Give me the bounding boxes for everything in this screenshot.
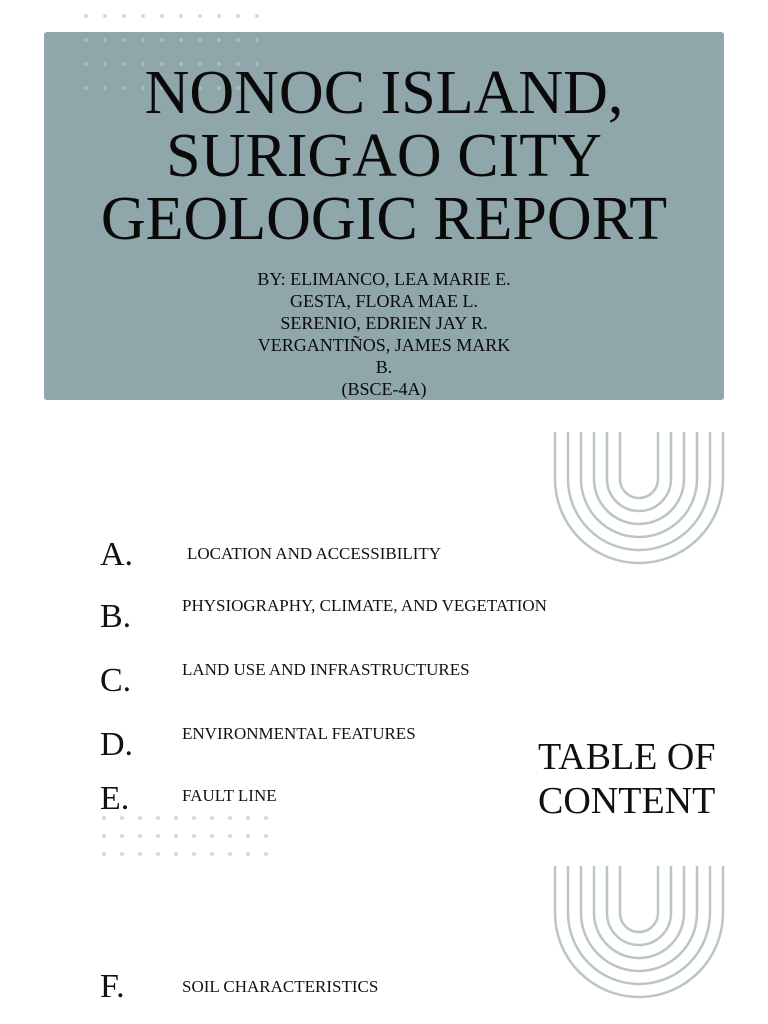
toc-label: SOIL CHARACTERISTICS [182,977,379,996]
title-line-1: NONOC ISLAND, [144,59,624,127]
author-line: SERENIO, EDRIEN JAY R. [280,313,488,333]
report-title [44,59,724,253]
author-line: (BSCE-4A) [341,379,427,399]
toc-letter: A. [100,536,134,573]
toc-letter: D. [100,726,134,763]
author-line: VERGANTIÑOS, JAMES MARK [257,335,511,355]
toc-heading [538,735,738,823]
toc-letter: F. [100,968,125,1005]
toc-label: LAND USE AND INFRASTRUCTURES [182,660,470,679]
toc-label: ENVIRONMENTAL FEATURES [182,724,416,743]
toc-letter: C. [100,662,132,699]
toc-label: LOCATION AND ACCESSIBILITY [187,544,442,563]
toc-letter: B. [100,598,132,635]
title-line-3: GEOLOGIC REPORT [100,185,668,253]
cover-banner [44,32,724,400]
author-line: GESTA, FLORA MAE L. [289,291,479,311]
toc-item-a[interactable] [100,538,620,588]
toc-label: FAULT LINE [182,786,277,805]
toc-label: PHYSIOGRAPHY, CLIMATE, AND VEGETATION [182,596,547,615]
toc-item-b[interactable] [100,598,620,648]
toc-letter: E. [100,780,130,817]
toc-item-c[interactable] [100,662,620,712]
author-line: BY: ELIMANCO, LEA MARIE E. [257,269,511,289]
title-line-2: SURIGAO CITY [166,122,602,190]
author-line: B. [375,357,393,377]
toc-item-f[interactable] [100,970,620,1020]
author-list [44,268,724,400]
toc-heading-line-2: CONTENT [538,780,716,822]
toc-heading-line-1: TABLE OF [538,736,716,778]
